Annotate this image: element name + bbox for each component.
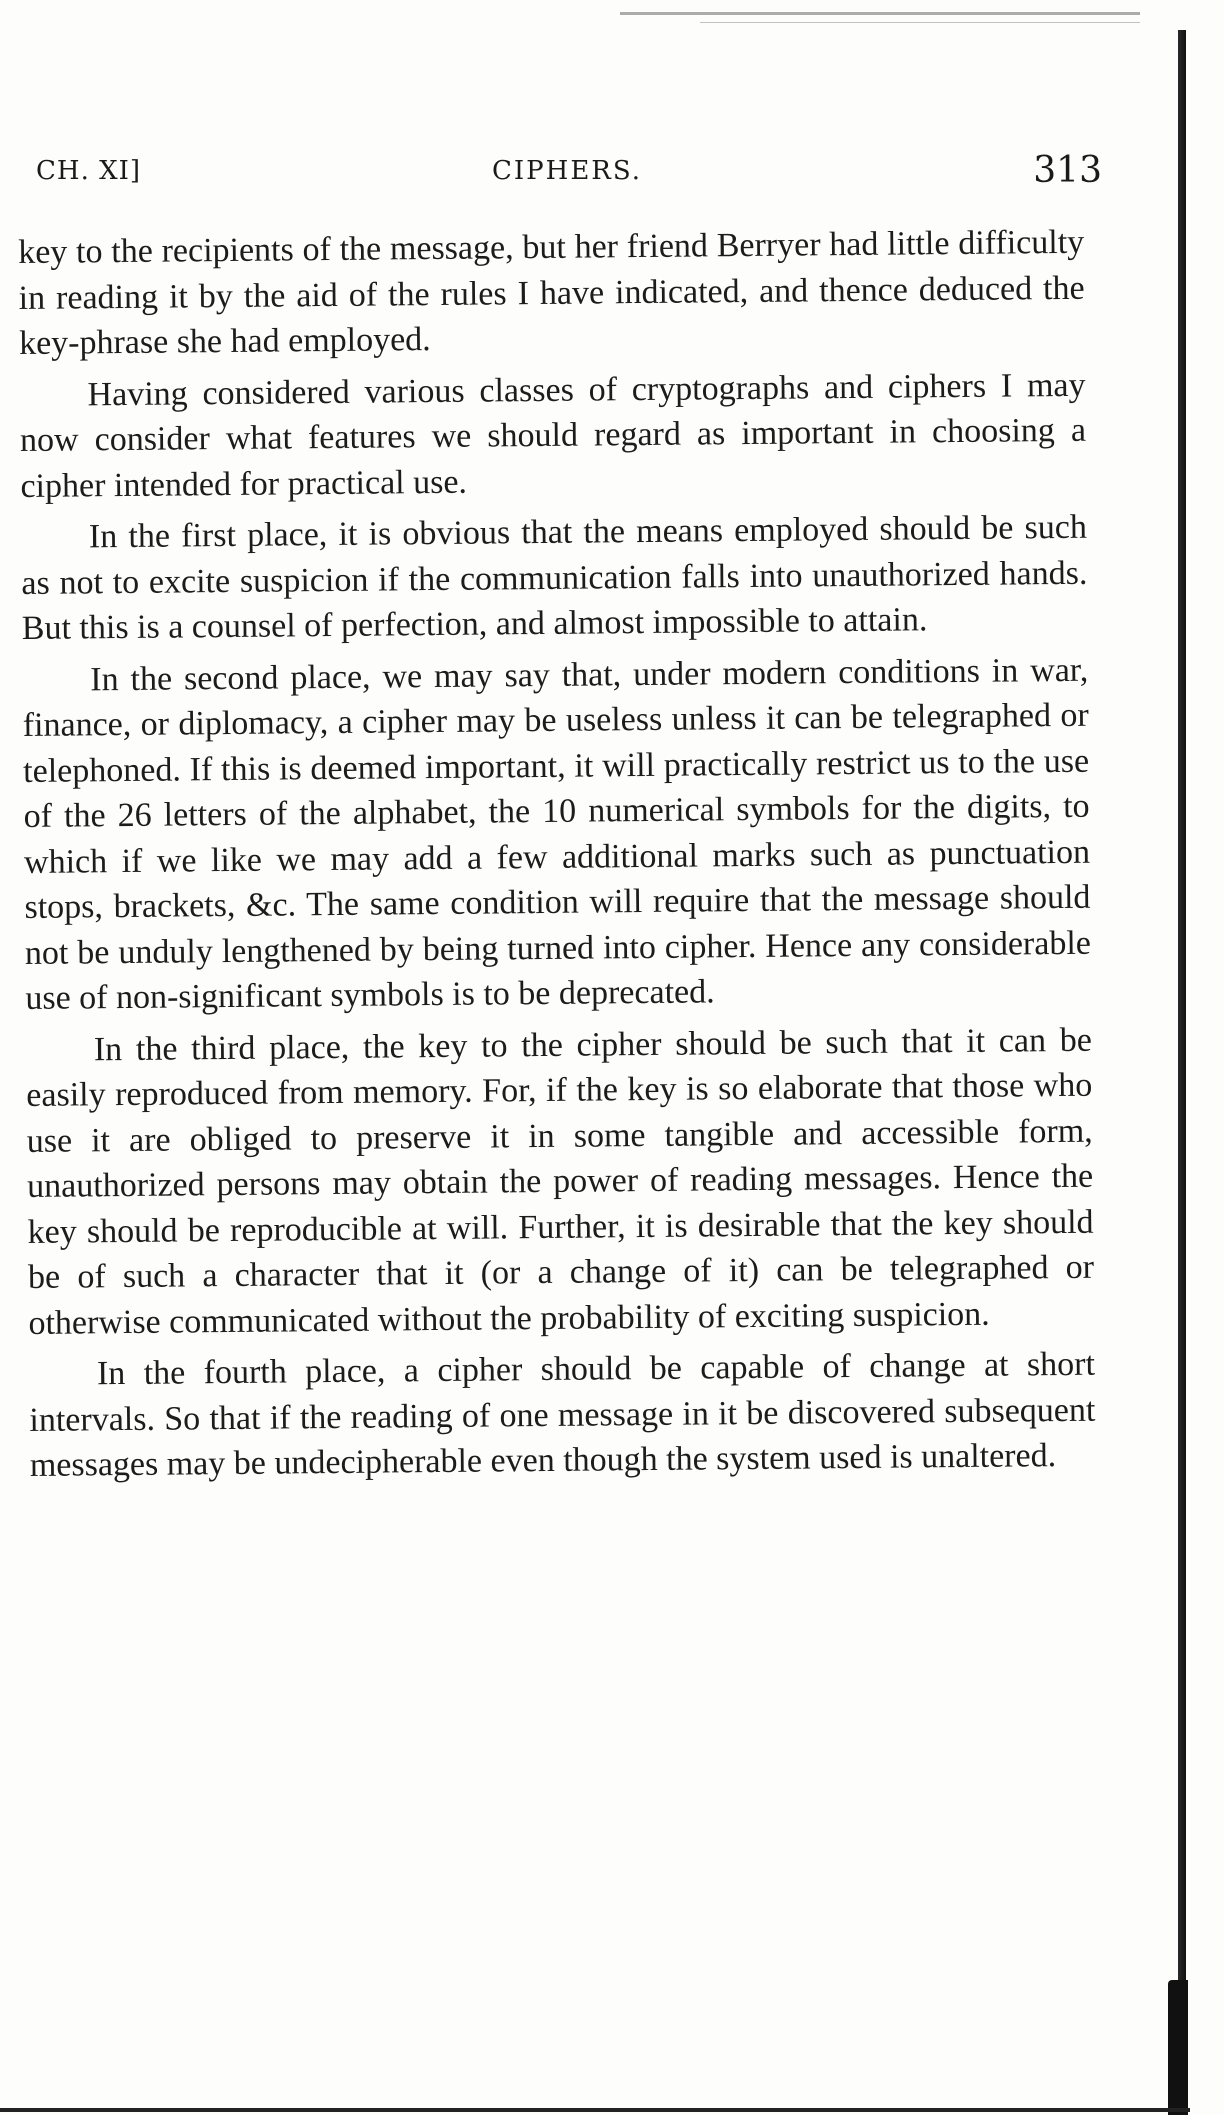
paragraph: Having considered various classes of cryptographs and ciphers I may now consider what features we should regard as important in choosing a cipher intended for practical use. <box>19 366 1087 505</box>
chapter-label: CH. XI] <box>36 156 142 186</box>
page-bottom-edge <box>0 2108 1190 2112</box>
paragraph: In the first place, it is obvious that the means employed should be such as not to excite suspicion if the communication falls into unauthorized hands. But this is a counsel of perfection, and almost impossible to attain. <box>21 508 1088 647</box>
page-edge-shadow <box>1178 30 1186 2115</box>
paragraph: In the third place, the key to the cipher should be such that it can be easily reproduced from memory. For, if the key is so elaborate that those who use it are obliged to preserve it in some tangible and accessible form, unauthorized persons may obtain the power of reading messages. Hence the key should be reproducible at will. Further, it is desirable that the key should be of such a character that it (or a change of it) can be telegraphed or otherwise communicated without the probability of exciting suspicion. <box>26 1021 1095 1342</box>
scan-artifact-rule <box>620 12 1140 15</box>
paragraph: In the fourth place, a cipher should be capable of change at short intervals. So that if the reading of one message in it be discovered subsequent messages may be undecipherable even though the system used is unaltered. <box>29 1345 1096 1484</box>
paragraph-continuation: key to the recipients of the message, but her friend Berryer had little difficulty in reading it by the aid of the rules I have indicated, and thence deduced the key-phrase she had employed. <box>18 223 1085 362</box>
paragraph: In the second place, we may say that, under modern conditions in war, finance, or diplomacy, a cipher may be useless unless it can be telegraphed or telephoned. If this is deemed important, it will practically restrict us to the use of the 26 letters of the alphabet, the 10 numerical symbols for the digits, to which if we like we may add a few additional marks such as punctuation stops, brackets, &c. The same condition will require that the message should not be unduly lengthened by being turned into cipher. Hence any considerable use of non-significant symbols is to be deprecated. <box>22 651 1092 1017</box>
body-text <box>18 220 1096 1495</box>
scan-artifact-rule <box>700 22 1140 23</box>
page-number: 313 <box>1033 150 1102 191</box>
running-head <box>36 150 1102 200</box>
section-title: CIPHERS. <box>492 156 643 186</box>
page-edge-shadow <box>1168 1980 1188 2115</box>
